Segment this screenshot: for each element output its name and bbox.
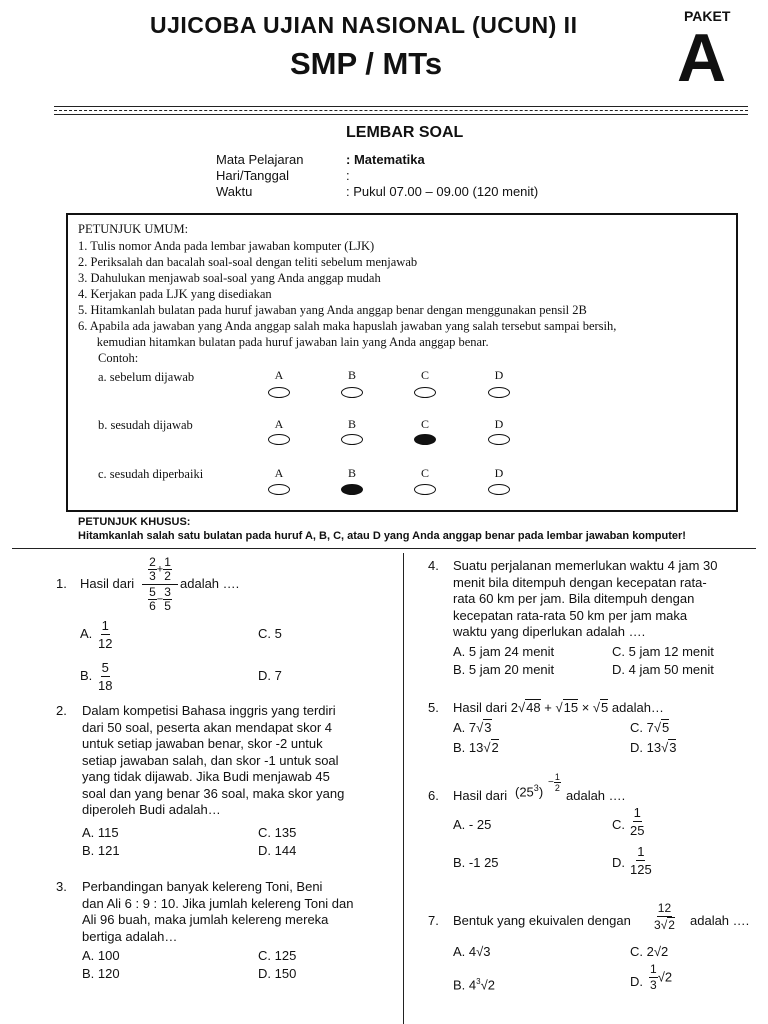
question-text: Perbandingan banyak kelereng Toni, Beni dan Ali 6 : 9 : 10. Jika jumlah kelereng Toni dan Ali 96 buah, maka jumlah kelereng mereka bertiga adalah… (82, 879, 354, 944)
date-value: : (346, 168, 350, 183)
answer-bubble (341, 434, 363, 445)
option-d: D. 4 jam 50 menit (612, 662, 714, 677)
option-c: C. (612, 817, 625, 832)
answer-bubble (414, 387, 436, 398)
question-number: 6. (428, 788, 439, 803)
instruction-item: 1. Tulis nomor Anda pada lembar jawaban komputer (LJK) (78, 239, 375, 253)
answer-bubble (488, 484, 510, 495)
answer-bubble (488, 434, 510, 445)
example-row-label: b. sesudah dijawab (98, 418, 193, 432)
special-instructions-heading: PETUNJUK KHUSUS: (78, 516, 191, 528)
question-number: 3. (56, 879, 67, 894)
exponent-expression: $(25^3)$ (515, 783, 544, 800)
option-b: B. -1 25 (453, 855, 499, 870)
instruction-item: 6. Apabila ada jawaban yang Anda anggap salah maka hapuslah jawaban yang salah tersebut sampai bersih, (78, 319, 617, 333)
option-b: B. 121 (82, 843, 120, 858)
example-row-label: a. sebelum dijawab (98, 370, 195, 384)
option-d-fraction: $\frac{1}{3}$ √2 (650, 962, 673, 992)
column-divider (403, 553, 404, 1024)
option-d: D. (630, 974, 643, 989)
example-label: Contoh: (98, 351, 139, 365)
option-d: D. 7 (258, 668, 282, 683)
paket-letter: A (677, 20, 727, 96)
option-letter: D (494, 466, 504, 480)
option-c: C. 5 jam 12 menit (612, 644, 714, 659)
question-number: 1. (56, 576, 67, 591)
option-letter: B (347, 417, 356, 431)
answer-bubble (488, 387, 510, 398)
example-row-label: c. sesudah diperbaiki (98, 467, 204, 481)
answer-bubble (341, 387, 363, 398)
option-a-fraction: $\frac{1}{12}$ (98, 618, 113, 651)
option-c: C. 5 (258, 626, 282, 641)
question-text: adalah …. (566, 788, 626, 803)
option-d: D. (612, 855, 625, 870)
header-divider-dashed (54, 110, 748, 111)
option-letter: A (274, 368, 284, 382)
time-value: : Pukul 07.00 – 09.00 (120 menit) (346, 184, 539, 199)
option-b-fraction: $\frac{5}{18}$ (98, 660, 113, 693)
question-text: Suatu perjalanan memerlukan waktu 4 jam 30 menit bila ditempuh dengan kecepatan rata- rata 60 km per jam. Bila ditempuh dengan kecepatan rata-rata 50 km per jam maka waktu yang diperlukan adalah …. (453, 558, 718, 639)
option-letter: C (420, 368, 429, 382)
option-b: B. $4^3√2$ (453, 977, 495, 993)
option-a: A. - 25 (453, 817, 492, 832)
option-c: C. 2√2 (630, 944, 669, 959)
question-text: Hasil dari (80, 576, 135, 591)
option-c-fraction: $\frac{1}{25}$ (630, 805, 645, 838)
question-text: Bentuk yang ekuivalen dengan (453, 913, 631, 928)
question-text: Hasil dari (453, 788, 508, 803)
option-c: C. 135 (258, 825, 297, 840)
question-text: adalah …. (690, 913, 750, 928)
special-instructions-text: Hitamkanlah salah satu bulatan pada huruf A, B, C, atau D yang Anda anggap benar pada lembar jawaban komputer! (78, 530, 686, 542)
outer-exponent: − $\frac{1}{2}$ (548, 772, 560, 793)
option-b: B. 120 (82, 966, 120, 981)
header-divider-bottom (54, 114, 748, 115)
option-b: B. (80, 668, 93, 683)
option-a: A. 5 jam 24 menit (453, 644, 555, 659)
answer-bubble (268, 387, 290, 398)
instruction-item: 4. Kerjakan pada LJK yang disediakan (78, 287, 272, 301)
question-text: Hasil dari 2√48 + √15 × √5 adalah… (453, 700, 664, 715)
time-label: Waktu (216, 184, 253, 199)
exam-title: UJICOBA UJIAN NASIONAL (UCUN) II (150, 12, 578, 38)
subject-label: Mata Pelajaran (216, 152, 304, 167)
option-letter: D (494, 417, 504, 431)
option-a: A. (80, 626, 93, 641)
option-d-fraction: $\frac{1}{125}$ (630, 844, 652, 877)
question-number: 2. (56, 703, 67, 718)
option-letter: A (274, 466, 284, 480)
option-d: D. 150 (258, 966, 297, 981)
option-letter: C (420, 466, 429, 480)
complex-fraction: $\frac{2}{3}$ + $\frac{1}{2}$ $\frac{5}{6}$ − $\frac{3}{5}$ (142, 556, 178, 613)
sheet-title: LEMBAR SOAL (346, 124, 464, 141)
paket-label: PAKET (684, 8, 731, 24)
instruction-item: 2. Periksalah dan bacalah soal-soal dengan teliti sebelum menjawab (78, 255, 418, 269)
option-letter: B (347, 466, 356, 480)
question-fraction: $\frac{12}{3√2}$ (654, 901, 675, 932)
answer-bubble (414, 484, 436, 495)
option-letter: B (347, 368, 356, 382)
option-a: A. 100 (82, 948, 120, 963)
instruction-item: 3. Dahulukan menjawab soal-soal yang Anda anggap mudah (78, 271, 381, 285)
question-number: 4. (428, 558, 439, 573)
option-letter: A (274, 417, 284, 431)
instruction-item: kemudian hitamkan bulatan pada huruf jawaban lain yang Anda anggap benar. (78, 335, 489, 349)
option-d: D. 13√3 (630, 740, 677, 755)
answer-bubble-filled (341, 484, 363, 495)
instruction-item: 5. Hitamkanlah bulatan pada huruf jawaban yang Anda anggap benar dengan menggunakan pensil 2B (78, 303, 587, 317)
question-text: adalah …. (180, 576, 240, 591)
answer-bubble (268, 484, 290, 495)
option-a: A. 115 (82, 825, 119, 840)
option-c: C. 125 (258, 948, 297, 963)
option-letter: C (420, 417, 429, 431)
section-divider (12, 548, 756, 549)
exam-level: SMP / MTs (290, 46, 443, 81)
question-number: 5. (428, 700, 439, 715)
option-b: B. 13√2 (453, 740, 499, 755)
option-d: D. 144 (258, 843, 297, 858)
option-a: A. 7√3 (453, 720, 492, 735)
subject-value: : Matematika (346, 152, 425, 167)
option-letter: D (494, 368, 504, 382)
general-instructions-heading: PETUNJUK UMUM: (78, 222, 189, 236)
question-number: 7. (428, 913, 439, 928)
option-a: A. 4√3 (453, 944, 491, 959)
header-divider (54, 106, 748, 107)
answer-bubble (268, 434, 290, 445)
date-label: Hari/Tanggal (216, 168, 289, 183)
question-text: Dalam kompetisi Bahasa inggris yang terdiri dari 50 soal, peserta akan mendapat skor 4 untuk setiap jawaban benar, skor -2 untuk setiap jawaban salah, dan skor -1 untuk soal yang tidak dijawab. Jika Budi menjawab 45 soal dan yang benar 36 soal, maka skor yang diperoleh Budi adalah… (82, 703, 345, 817)
answer-bubble-filled (414, 434, 436, 445)
option-b: B. 5 jam 20 menit (453, 662, 555, 677)
option-c: C. 7√5 (630, 720, 670, 735)
